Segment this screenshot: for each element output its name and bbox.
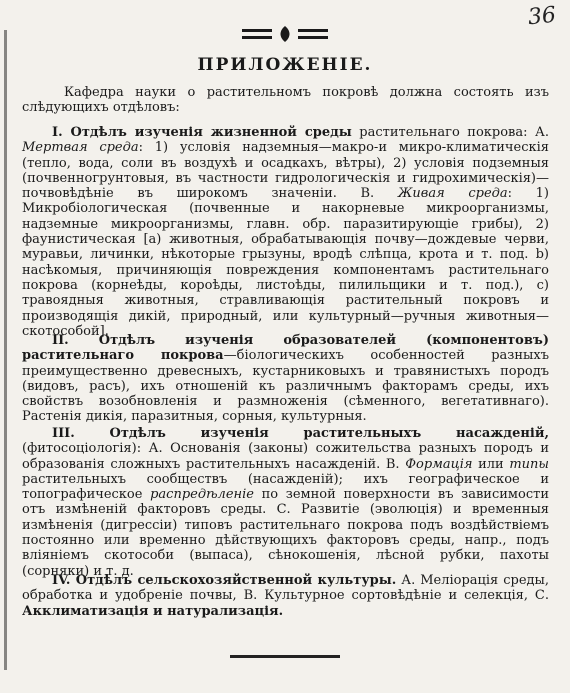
section-1-text-a: растительнаго покрова: А. [351, 125, 549, 140]
section-3-text-a: (фитосоціологія): А. Основанія (законы) сожительства разныхъ породъ и образованія сложныхъ растительныхъ насажденій. В. [22, 441, 549, 472]
section-1-term-dead-env: Мертвая среда [22, 140, 139, 156]
section-2-text: —біологическихъ особенностей разныхъ преимущественно древесныхъ, кустарниковыхъ и травянистыхъ породъ (видовъ, расъ), ихъ отношеній къ различнымъ факторамъ среды, ихъ свойствъ возобновленія и размноженія (сѣменного, вегетативнаго). Растенія дикія, паразитныя, сорныя, культурныя. [22, 348, 549, 425]
closing-rule [230, 655, 340, 658]
section-4-heading: IV. Отдѣлъ сельскохозяйственной культуры. [52, 573, 397, 588]
section-3-text-c: растительныхъ сообществъ (насажденій); ихъ географическое и топографическое [22, 471, 549, 503]
section-3-text-d: по земной поверхности въ зависимости отъ измѣненій факторовъ среды. С. Развитіе (эволюція) и временныя измѣненія (дигрессіи) типовъ растительнаго покрова подъ воздѣйствіемъ постоянно или временно дѣйствующихъ факторовъ среды, напр., подъ вліяніемъ скотособи (выпаса), сѣнокошенія, лѣсной рубки, пахоты (сорняки) и т. д. [22, 487, 549, 579]
ornament-icon [242, 25, 328, 43]
section-3 [22, 426, 549, 579]
section-2-heading: II. Отдѣлъ изученія образователей (компонентовъ) растительнаго покрова [22, 333, 549, 364]
section-1-text-c: : 1) Микробіологическая (почвенные и накорневые микроорганизмы, надземные микроорганизмы, главн. обр. паразитирующіе грибы), 2) фаунистическая [а) животныя, обрабатывающія почву—дождевые черви, муравьи, личинки, нѣкоторые грызуны, вродѣ слѣпца, крота и т. под. b) насѣкомыя, причиняющія повреждения компонентамъ растительнаго покрова (корнеѣды, короѣды, листоѣды, пилильщики и т. под.), с) травоядныя животныя, стравливающія растительный покровъ и производящія дикій, природный, или культурный—ручныя животныя—скотособой]. [22, 186, 550, 339]
section-3-heading: III. Отдѣлъ изученія растительныхъ насажденій, [52, 426, 549, 441]
handwritten-page-number: 36 [526, 2, 558, 31]
section-2 [22, 333, 549, 425]
section-3-text-b: или [472, 456, 504, 472]
section-3-term-formation: Формація [405, 456, 473, 472]
header-ornament [0, 25, 570, 47]
section-4-bold-tail: Акклиматизація и натурализація. [22, 603, 284, 619]
section-4-text: А. Меліорація среды, обработка и удобреніе почвы, В. Культурное сортовѣдѣніе и селекція, С. [22, 573, 549, 604]
section-1-heading: I. Отдѣлъ изученія жизненной среды [52, 125, 352, 140]
intro-paragraph: Кафедра науки о растительномъ покровѣ должна состоять изъ слѣдующихъ отдѣловъ: [22, 85, 549, 116]
page-title: ПРИЛОЖЕНІЕ. [197, 55, 373, 75]
section-1 [22, 125, 549, 339]
page-edge-shadow [4, 30, 7, 670]
section-1-text-b: : 1) условія надземныя—макро-и микро-климатическія (тепло, вода, соли въ воздухѣ и осадкахъ, вѣтры), 2) условія подземныя (почвенногрунтовыя, въ частности гидрологическія и гидрохимическія)—почвовѣдѣніе въ широкомъ значеніи. В. [22, 140, 549, 202]
section-3-term-types: типы [509, 456, 550, 472]
section-3-term-distribution: распредѣленіе [150, 487, 254, 503]
section-1-term-living-env: Живая среда [397, 186, 508, 202]
section-4 [22, 573, 549, 619]
